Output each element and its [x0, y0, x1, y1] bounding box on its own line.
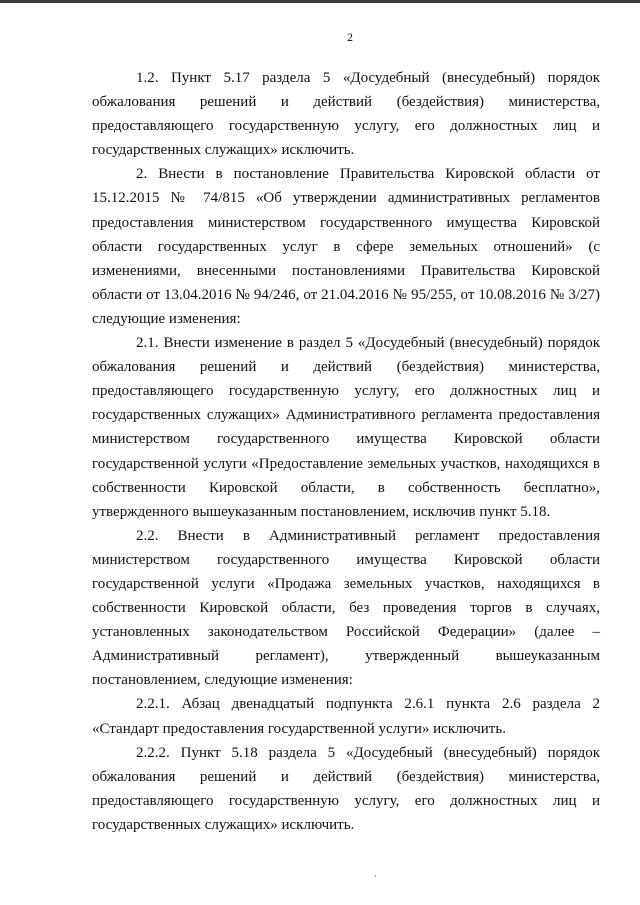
paragraph-2-2: 2.2. Внести в Административный регламент предоставления министерством государственного имущества Кировской области государственной услуги «Продажа земельных участков, находящихся в собственности Кировской области, без проведения торгов в случаях, установленных законодательством Российской Федерации» (далее – Административный регламент), утвержденный вышеуказанным постановлением, следующие изменения: — [92, 527, 600, 689]
paragraph-2-2-2: 2.2.2. Пункт 5.18 раздела 5 «Досудебный (внесудебный) порядок обжалования решений и действий (бездействия) министерства, предоставляющего государственную услугу, его должностных лиц и государственных служащих» исключить. — [92, 744, 600, 833]
paragraph-2-2-1: 2.2.1. Абзац двенадцатый подпункта 2.6.1 пункта 2.6 раздела 2 «Стандарт предоставления государственной услуги» исключить. — [92, 696, 600, 737]
paragraph-1-2: 1.2. Пункт 5.17 раздела 5 «Досудебный (внесудебный) порядок обжалования решений и действий (бездействия) министерства, предоставляющего государственную услугу, его должностных лиц и государственных служащих» исключить. — [92, 70, 600, 159]
paragraph-2: 2. Внести в постановление Правительства Кировской области от 15.12.2015 № 74/815 «Об утверждении административных регламентов предоставления министерством государственного имущества Кировской области государственных услуг в сфере земельных отношений» (с изменениями, внесенными постановлениями Правительства Кировской области от 13.04.2016 № 94/246, от 21.04.2016 № 95/255, от 10.08.2016 № 3/27) следующие изменения: — [92, 166, 600, 327]
paragraph-2-1: 2.1. Внести изменение в раздел 5 «Досудебный (внесудебный) порядок обжалования решений и действий (бездействия) министерства, предоставляющего государственную услугу, его должностных лиц и государственных служащих» Административного регламента предоставления министерством государственного имущества Кировской области государственной услуги «Предоставление земельных участков, находящихся в собственности Кировской области, в собственность бесплатно», утвержденного вышеуказанным постановлением, исключив пункт 5.18. — [92, 335, 600, 520]
top-border-line — [0, 0, 640, 3]
document-body — [92, 66, 600, 837]
page-number: 2 — [347, 30, 353, 44]
scan-mark: · — [374, 871, 377, 881]
